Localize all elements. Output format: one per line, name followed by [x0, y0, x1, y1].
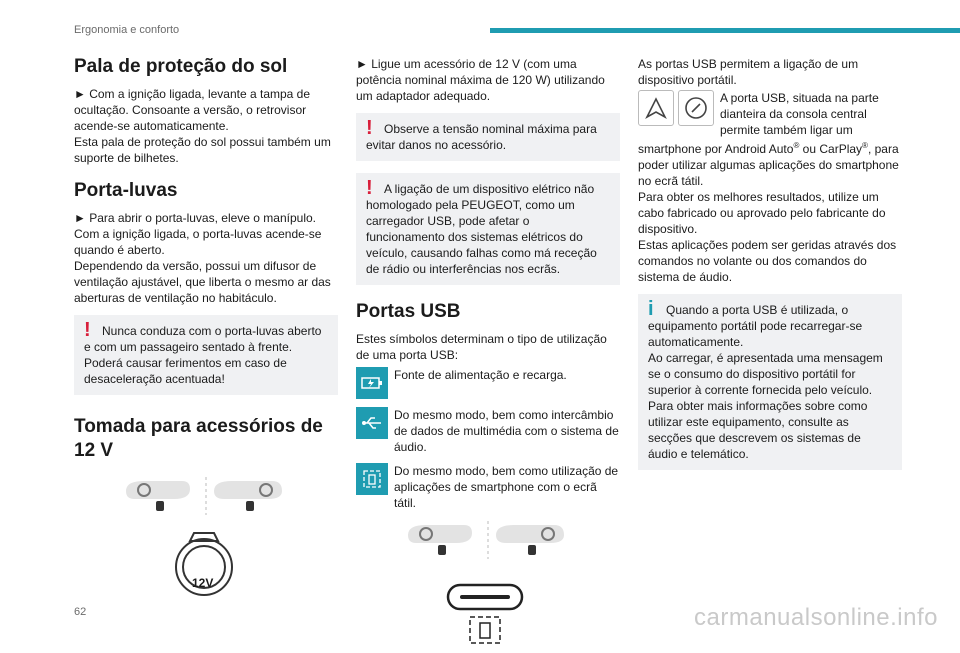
paragraph: As portas USB permitem a ligação de um dispositivo portátil.: [638, 57, 859, 87]
text: A porta USB, situada na parte dianteira da consola central permite também ligar um smartphone por Android Auto: [638, 91, 879, 156]
dashboard-left-icon: [126, 481, 190, 511]
dashboard-left-icon: [408, 525, 472, 555]
info-icon: i: [648, 298, 654, 320]
info-text: Ao carregar, é apresentada uma mensagem se o consumo do dispositivo portátil for superior à corrente fornecida pelo veículo.: [648, 351, 883, 397]
symbol-text: Do mesmo modo, bem como intercâmbio de dados de multimédia com o sistema de áudio.: [394, 408, 619, 454]
usb-c-port-icon: [448, 585, 522, 609]
warning-note: [356, 113, 620, 161]
paragraph: Estas aplicações podem ser geridas através dos comandos no volante ou dos comandos do sistema de áudio.: [638, 238, 897, 284]
info-note: [638, 294, 902, 470]
heading-glovebox: Porta-luvas: [74, 180, 178, 201]
paragraph: Com a ignição ligada, o porta-luvas acende-se quando é aberto.: [74, 227, 322, 257]
warning-note: [74, 315, 338, 395]
usb-symbol-row: [356, 367, 620, 399]
smartphone-icons: [638, 90, 714, 126]
text: , para poder utilizar algumas aplicações do smartphone no ecrã tátil.: [638, 142, 899, 188]
socket-label: 12V: [192, 576, 214, 590]
smartphone-screen-icon: [356, 463, 388, 495]
warning-note: [356, 173, 620, 285]
dashboard-right-icon: [496, 525, 564, 555]
warning-text: Nunca conduza com o porta-luvas aberto e com um passageiro sentado à frente. Poderá causar ferimentos em caso de desaceleração acentuada!: [84, 324, 322, 386]
usb-symbol-row: [356, 407, 620, 455]
registered-mark: ®: [862, 141, 868, 150]
paragraph: ► Ligue um acessório de 12 V (com uma potência nominal máxima de 120 W) utilizando um adaptador adequado.: [356, 57, 605, 103]
usb-icon: [356, 407, 388, 439]
section-header: Ergonomia e conforto: [74, 24, 180, 36]
carplay-icon: [678, 90, 714, 126]
warning-icon: !: [366, 177, 373, 199]
paragraph: Estes símbolos determinam o tipo de utilização de uma porta USB:: [356, 332, 607, 362]
registered-mark: ®: [793, 141, 800, 150]
column-2: [356, 56, 620, 653]
column-3: [638, 56, 902, 482]
warning-text: Observe a tensão nominal máxima para evitar danos no acessório.: [366, 122, 597, 152]
warning-icon: !: [84, 319, 91, 341]
battery-charge-icon: [356, 367, 388, 399]
info-text: Quando a porta USB é utilizada, o equipamento portátil pode recarregar-se automaticamente.: [648, 303, 863, 349]
text: ou CarPlay: [799, 142, 863, 156]
symbol-text: Fonte de alimentação e recarga.: [394, 368, 567, 382]
info-text: Para obter mais informações sobre como utilizar este equipamento, consulte as secções que descrevem os sistemas de áudio e telemático.: [648, 399, 868, 461]
warning-icon: !: [366, 117, 373, 139]
dashboard-right-icon: [214, 481, 282, 511]
12v-socket-illustration: [74, 471, 338, 621]
page-number: 62: [74, 606, 87, 618]
smartphone-screen-icon: [470, 617, 500, 643]
paragraph: Esta pala de proteção do sol possui também um suporte de bilhetes.: [74, 135, 331, 165]
column-1: [74, 56, 338, 625]
usb-port-illustration: [356, 519, 620, 649]
symbol-text: Do mesmo modo, bem como utilização de aplicações de smartphone com o ecrã tátil.: [394, 464, 619, 510]
paragraph: ► Para abrir o porta-luvas, eleve o manípulo.: [74, 211, 316, 225]
header-accent-bar: [490, 28, 960, 33]
usb-symbol-row: [356, 463, 620, 511]
paragraph: Dependendo da versão, possui um difusor de ventilação ajustável, que liberta o mesmo ar das aberturas de ventilação no habitáculo.: [74, 259, 331, 305]
android-auto-icon: [638, 90, 674, 126]
paragraph: ► Com a ignição ligada, levante a tampa de ocultação. Consoante a versão, o retrovisor acende-se automaticamente.: [74, 87, 311, 133]
usb-carplay-paragraph: [638, 90, 902, 189]
heading-usb-ports: Portas USB: [356, 301, 461, 322]
warning-text: A ligação de um dispositivo elétrico não homologado pela PEUGEOT, como um carregador USB, pode afetar o funcionamento dos sistemas elétricos do veículo, causando falhas como má receção de rádio ou interferências nos ecrãs.: [366, 182, 597, 276]
watermark: carmanualsonline.info: [694, 604, 938, 631]
heading-12v-socket: Tomada para acessórios de 12 V: [74, 416, 323, 461]
paragraph: Para obter os melhores resultados, utilize um cabo fabricado ou aprovado pelo fabricante do dispositivo.: [638, 190, 886, 236]
heading-sun-visor: Pala de proteção do sol: [74, 56, 288, 77]
